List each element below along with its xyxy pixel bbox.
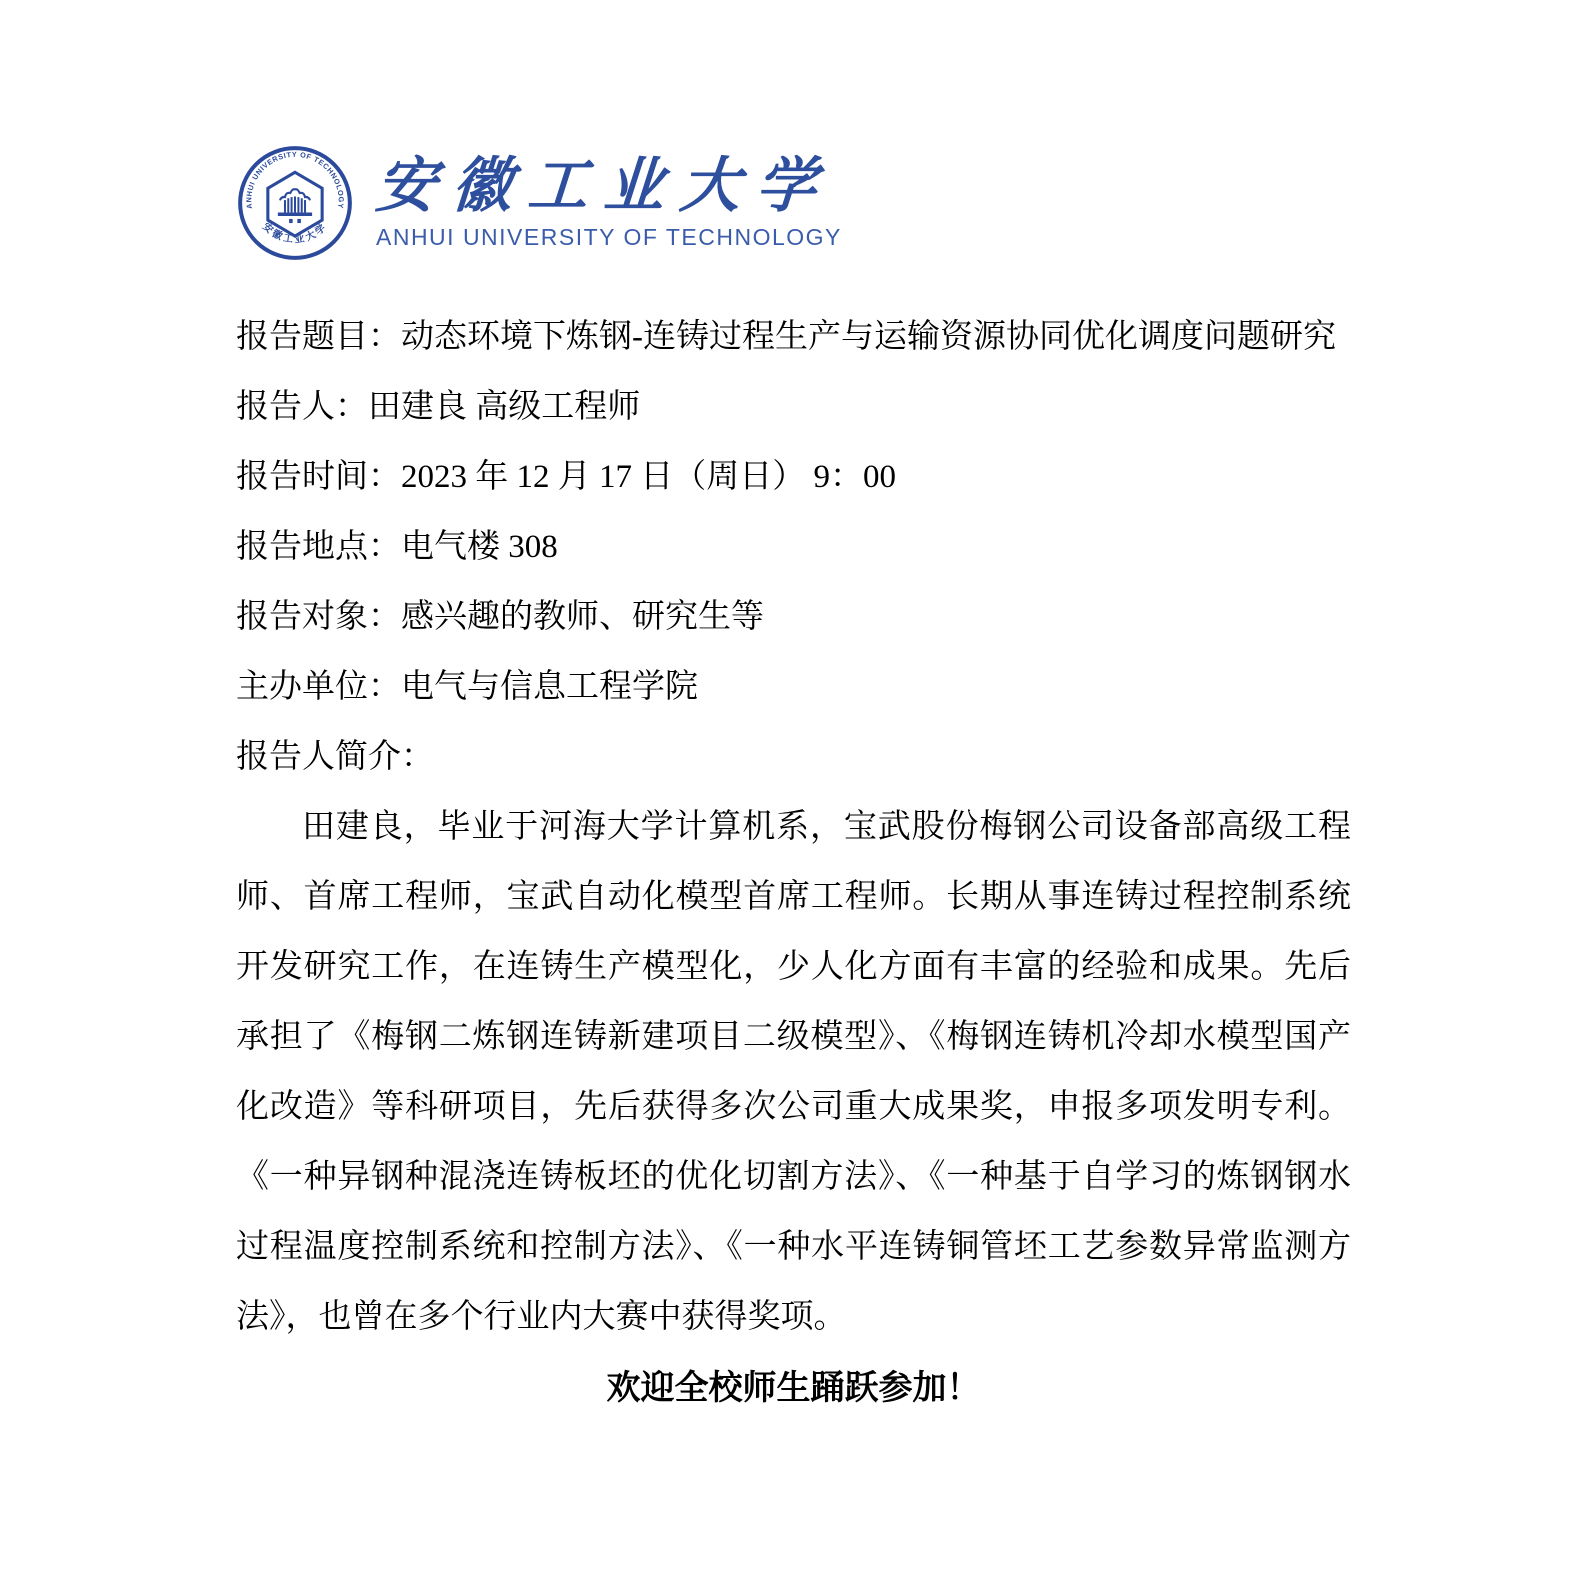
info-line-audience: 报告对象：感兴趣的教师、研究生等 [236, 599, 764, 635]
university-name-cn: 安徽工业大学 [373, 153, 835, 219]
university-seal-icon [236, 144, 354, 262]
university-name-en: ANHUI UNIVERSITY OF TECHNOLOGY [376, 224, 842, 250]
seal-top-text: ANHUI UNIVERSITY OF TECHNOLOGY [244, 149, 346, 210]
seal-building-icon [278, 189, 312, 223]
info-line-host: 主办单位：电气与信息工程学院 [236, 669, 698, 705]
speaker-bio: 田建良，毕业于河海大学计算机系，宝武股份梅钢公司设备部高级工程师、首席工程师，宝武自动化模型首席工程师。长期从事连铸过程控制系统开发研究工作，在连铸生产模型化，少人化方面有丰富的经验和成果。先后承担了《梅钢二炼钢连铸新建项目二级模型》、《梅钢连铸机冷却水模型国产化改造》等科研项目，先后获得多次公司重大成果奖，申报多项发明专利。《一种异钢种混浇连铸板坯的优化切割方法》、《一种基于自学习的炼钢钢水过程温度控制系统和控制方法》、《一种水平连铸铜管坯工艺参数异常监测方法》，也曾在多个行业内大赛中获得奖项。 [236, 809, 1351, 1335]
announcement-info [236, 302, 1351, 792]
info-line-location: 报告地点：电气楼 308 [236, 529, 558, 565]
info-line-title: 报告题目：动态环境下炼钢-连铸过程生产与运输资源协同优化调度问题研究 [236, 319, 1336, 355]
closing-line: 欢迎全校师生踊跃参加！ [606, 1370, 981, 1407]
info-line-time: 报告时间：2023 年 12 月 17 日（周日） 9：00 [236, 459, 896, 495]
svg-text:安徽工业大学 [260, 220, 330, 246]
info-line-speaker: 报告人：田建良 高级工程师 [236, 389, 641, 425]
info-line-bio-label: 报告人简介： [236, 739, 434, 775]
university-names [373, 153, 842, 251]
university-logo [236, 140, 1351, 266]
seal-bottom-text: 安徽工业大学 [260, 221, 330, 246]
